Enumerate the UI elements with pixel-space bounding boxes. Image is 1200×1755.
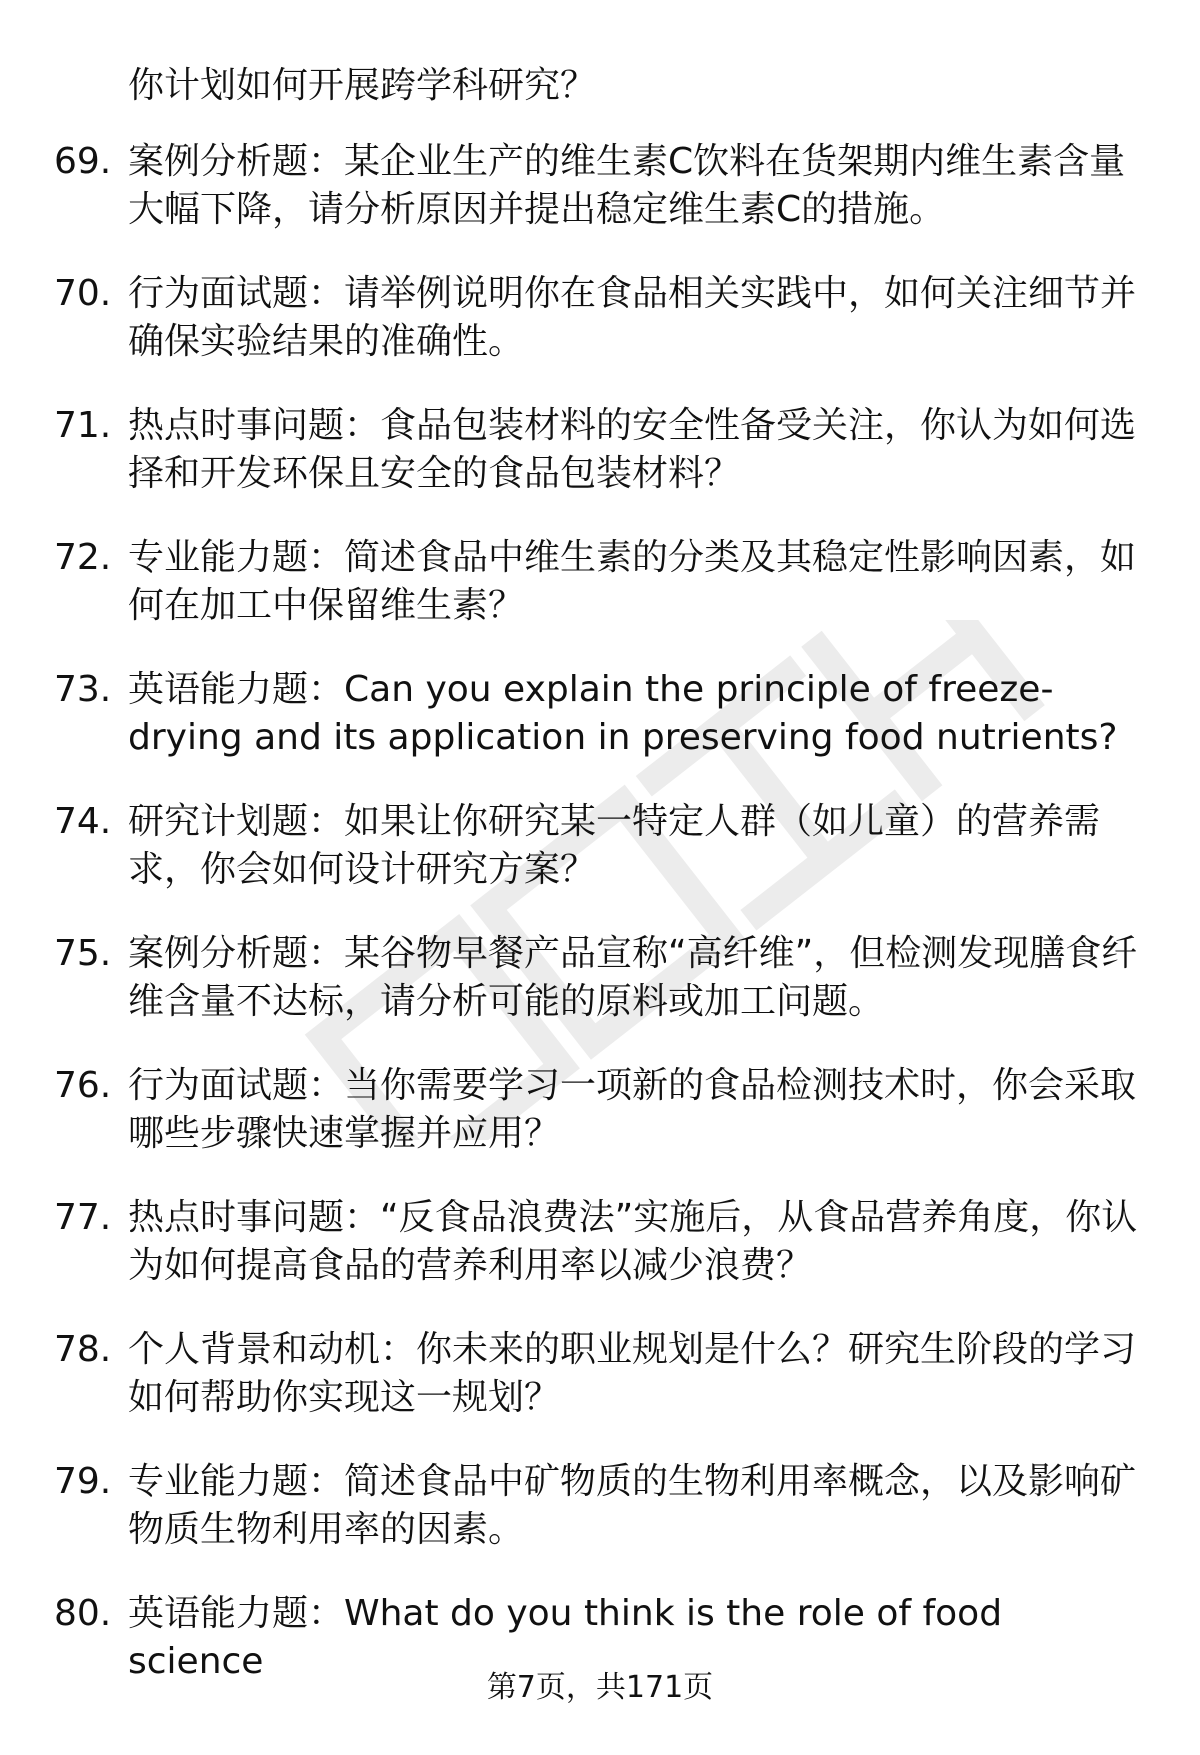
question-item	[0, 1062, 1200, 1194]
question-number: 73.	[54, 669, 112, 710]
question-number: 71.	[54, 405, 112, 446]
question-item	[0, 1458, 1200, 1590]
question-item	[0, 270, 1200, 402]
question-number: 80.	[54, 1593, 112, 1634]
question-text: 个人背景和动机：你未来的职业规划是什么？研究生阶段的学习如何帮助你实现这一规划？	[128, 1329, 1137, 1418]
question-number: 74.	[54, 801, 112, 842]
question-number: 78.	[54, 1329, 112, 1370]
question-number: 70.	[54, 273, 112, 314]
question-number: 69.	[54, 141, 112, 182]
question-item	[0, 402, 1200, 534]
question-text: 英语能力题：Can you explain the principle of freeze-drying and its application in preserving food nutrients?	[128, 669, 1118, 758]
question-number: 76.	[54, 1065, 112, 1106]
continuation-text: 你计划如何开展跨学科研究？	[128, 65, 597, 106]
question-number: 72.	[54, 537, 112, 578]
question-text: 案例分析题：某谷物早餐产品宣称“高纤维”，但检测发现膳食纤维含量不达标，请分析可能的原料或加工问题。	[128, 933, 1138, 1022]
question-item	[0, 1194, 1200, 1326]
question-item	[0, 138, 1200, 270]
question-text: 热点时事问题：食品包装材料的安全性备受关注，你认为如何选择和开发环保且安全的食品包装材料？	[128, 405, 1137, 494]
question-text: 研究计划题：如果让你研究某一特定人群（如儿童）的营养需求，你会如何设计研究方案？	[128, 801, 1101, 890]
question-text: 行为面试题：当你需要学习一项新的食品检测技术时，你会采取哪些步骤快速掌握并应用？	[128, 1065, 1137, 1154]
page-footer: 第7页，共171页	[486, 1670, 714, 1705]
question-text: 热点时事问题：“反食品浪费法”实施后，从食品营养角度，你认为如何提高食品的营养利用率以减少浪费？	[128, 1197, 1138, 1286]
question-item	[0, 666, 1200, 798]
question-text: 专业能力题：简述食品中维生素的分类及其稳定性影响因素，如何在加工中保留维生素？	[128, 537, 1137, 626]
question-number: 77.	[54, 1197, 112, 1238]
question-text: 英语能力题：What do you think is the role of food science	[128, 1593, 1003, 1682]
question-item	[0, 1326, 1200, 1458]
question-list	[0, 138, 1200, 1722]
question-number: 79.	[54, 1461, 112, 1502]
question-text: 案例分析题：某企业生产的维生素C饮料在货架期内维生素含量大幅下降，请分析原因并提出稳定维生素C的措施。	[128, 141, 1126, 230]
question-item	[0, 930, 1200, 1062]
question-text: 行为面试题：请举例说明你在食品相关实践中，如何关注细节并确保实验结果的准确性。	[128, 273, 1137, 362]
question-item	[0, 798, 1200, 930]
question-text: 专业能力题：简述食品中矿物质的生物利用率概念，以及影响矿物质生物利用率的因素。	[128, 1461, 1137, 1550]
question-item	[0, 534, 1200, 666]
question-number: 75.	[54, 933, 112, 974]
